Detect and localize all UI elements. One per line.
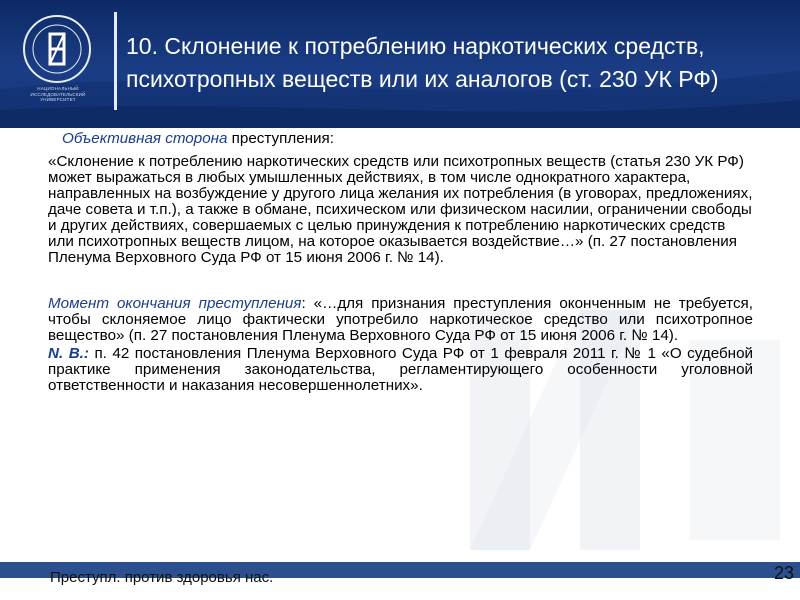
completion-moment-italic: Момент окончания преступления [48, 295, 302, 312]
paragraph-gap [48, 266, 753, 296]
nota-bene-label: N. B.: [48, 345, 89, 362]
university-logo-icon [22, 14, 92, 84]
slide-title: 10. Склонение к потреблению наркотических средств, психотропных веществ или их аналогов (ст. 230 УК РФ) [126, 33, 719, 92]
header-divider [114, 12, 117, 110]
completion-moment-paragraph [48, 296, 753, 344]
objective-side-italic: Объективная сторона [62, 130, 228, 147]
title-container [126, 30, 786, 118]
objective-side-heading [48, 131, 753, 147]
slide-header [0, 0, 800, 128]
nota-bene-rest: п. 42 постановления Пленума Верховного Суда РФ от 1 февраля 2011 г. № 1 «О судебной практике применения законодательства, регламентирующего особенности уголовной ответственности и наказания несовершеннолетних». [48, 345, 753, 394]
slide-body [48, 128, 753, 394]
objective-side-rest: преступления: [227, 130, 334, 147]
logo-caption: НАЦИОНАЛЬНЫЙ ИССЛЕДОВАТЕЛЬСКИЙ УНИВЕРСИТЕТ [30, 86, 86, 102]
nota-bene-paragraph [48, 346, 753, 394]
footer-text: Преступл. против здоровья нас. [50, 569, 274, 586]
objective-side-quote: «Склонение к потреблению наркотических средств или психотропных веществ (статья 230 УК РФ) может выражаться в любых умышленных действиях, в том числе однократного характера, направленных на возбуждение у другого лица желания их потребления (в уговорах, предложениях, даче совета и т.п.), а также в обмане, психическом или физическом насилии, ограничении свободы и других действиях, совершаемых с целью принуждения к потреблению наркотических средств или психотропных веществ лицом, на которое оказывается воздействие…» (п. 27 постановления Пленума Верховного Суда РФ от 15 июня 2006 г. № 14). [48, 153, 753, 266]
completion-moment-rest: : «…для признания преступления оконченным не требуется, чтобы склоняемое лицо фактически употребило наркотическое средство или психотропное вещество» (п. 27 постановления Пленума Верховного Суда РФ от 15 июня 2006 г. № 14). [48, 295, 753, 344]
page-number: 23 [773, 563, 794, 583]
